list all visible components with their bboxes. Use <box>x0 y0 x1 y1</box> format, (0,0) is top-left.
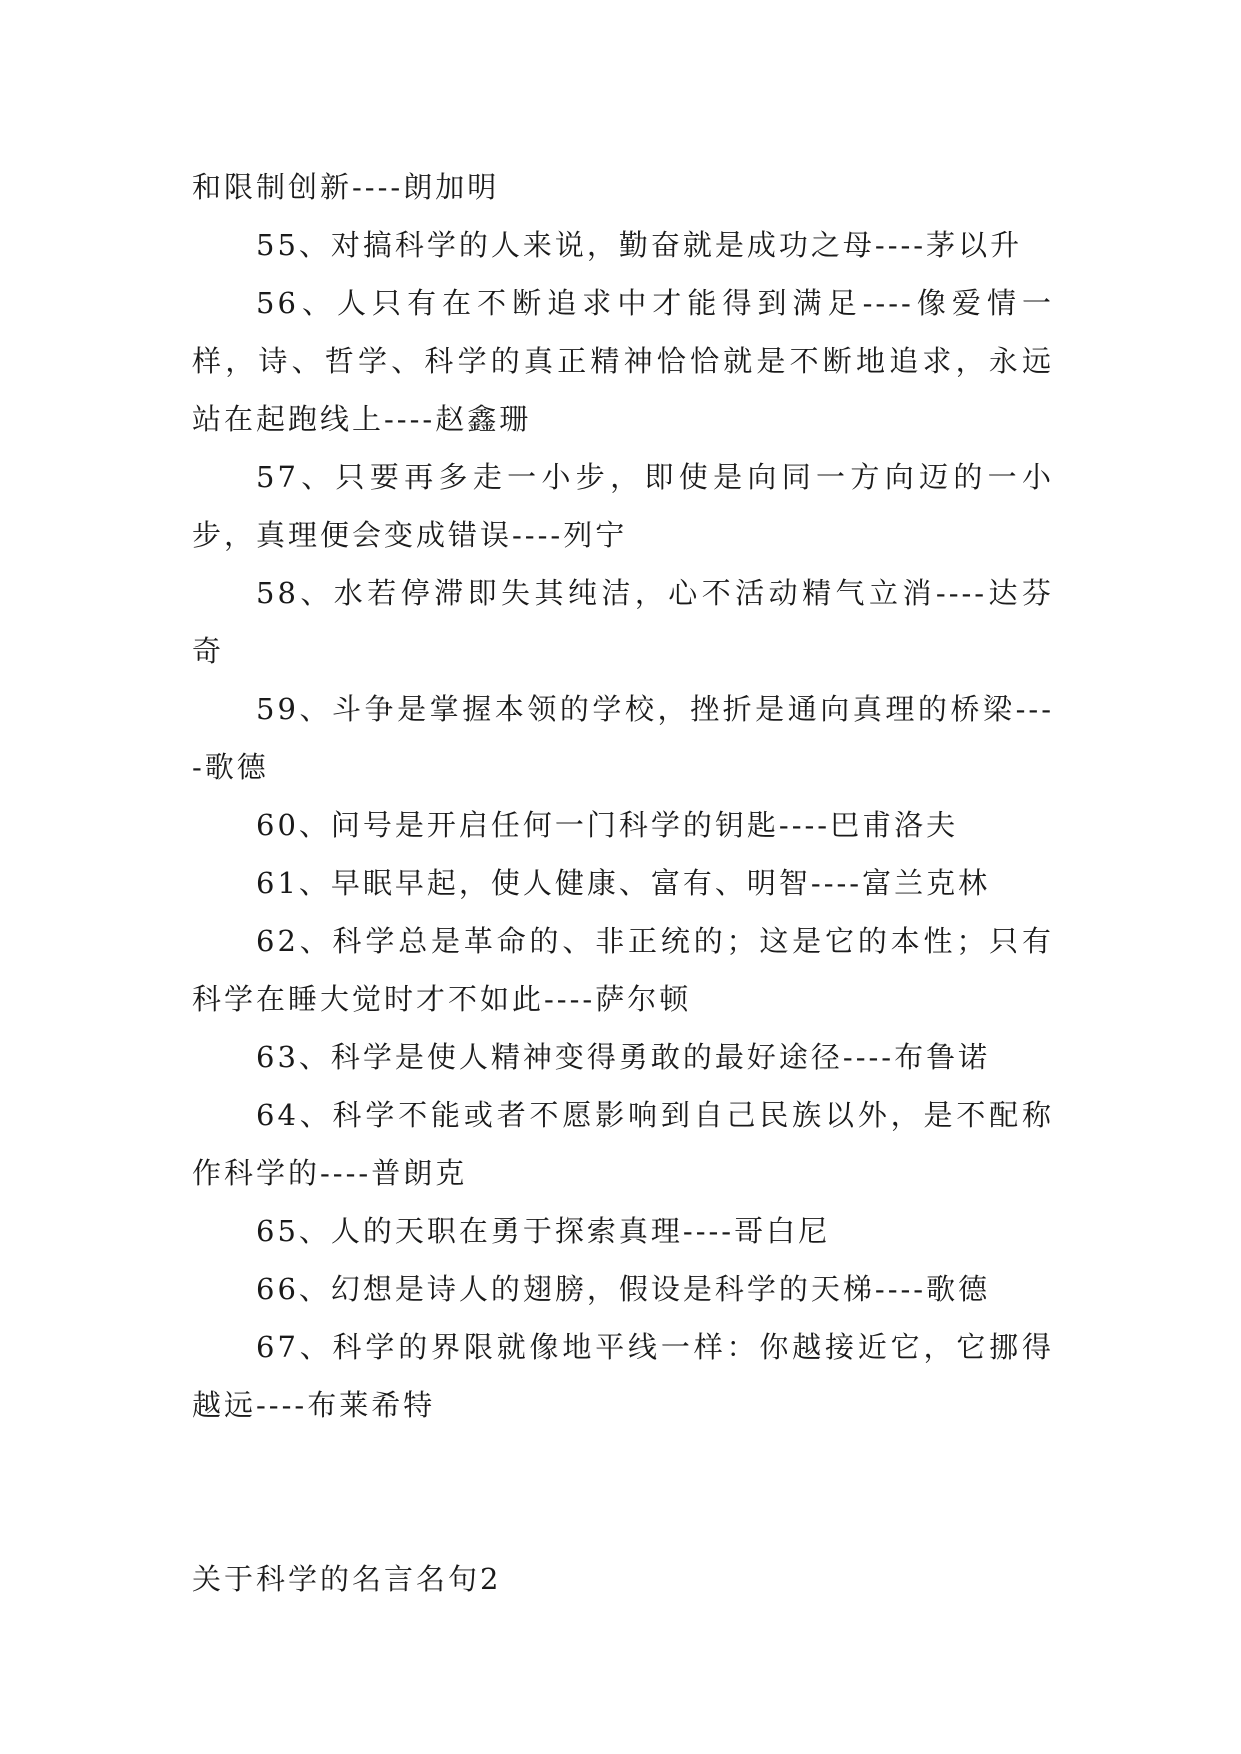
quote-58: 58、水若停滞即失其纯洁，心不活动精气立消----达芬奇 <box>192 576 1054 668</box>
section-heading: 关于科学的名言名句2 <box>192 1562 502 1596</box>
quote-59: 59、斗争是掌握本领的学校，挫折是通向真理的桥梁----歌德 <box>192 692 1054 784</box>
quote-63: 63、科学是使人精神变得勇敢的最好途径----布鲁诺 <box>256 1040 991 1074</box>
quote-67: 67、科学的界限就像地平线一样：你越接近它，它挪得越远----布莱希特 <box>192 1330 1054 1422</box>
quote-64: 64、科学不能或者不愿影响到自己民族以外，是不配称作科学的----普朗克 <box>192 1098 1054 1190</box>
quote-66: 66、幻想是诗人的翅膀，假设是科学的天梯----歌德 <box>256 1272 991 1306</box>
quote-56: 56、人只有在不断追求中才能得到满足----像爱情一样，诗、哲学、科学的真正精神恰恰就是不断地追求，永远站在起跑线上----赵鑫珊 <box>192 286 1054 436</box>
quote-60: 60、问号是开启任何一门科学的钥匙----巴甫洛夫 <box>256 808 959 842</box>
document-body <box>192 158 1054 1608</box>
quote-61: 61、早眠早起，使人健康、富有、明智----富兰克林 <box>256 866 991 900</box>
quote-55: 55、对搞科学的人来说，勤奋就是成功之母----茅以升 <box>256 228 1023 262</box>
quote-57: 57、只要再多走一小步，即使是向同一方向迈的一小步，真理便会变成错误----列宁 <box>192 460 1054 552</box>
quote-62: 62、科学总是革命的、非正统的；这是它的本性；只有科学在睡大觉时才不如此----萨尔顿 <box>192 924 1054 1016</box>
quote-65: 65、人的天职在勇于探索真理----哥白尼 <box>256 1214 831 1248</box>
continuation-paragraph: 和限制创新----朗加明 <box>192 170 500 204</box>
